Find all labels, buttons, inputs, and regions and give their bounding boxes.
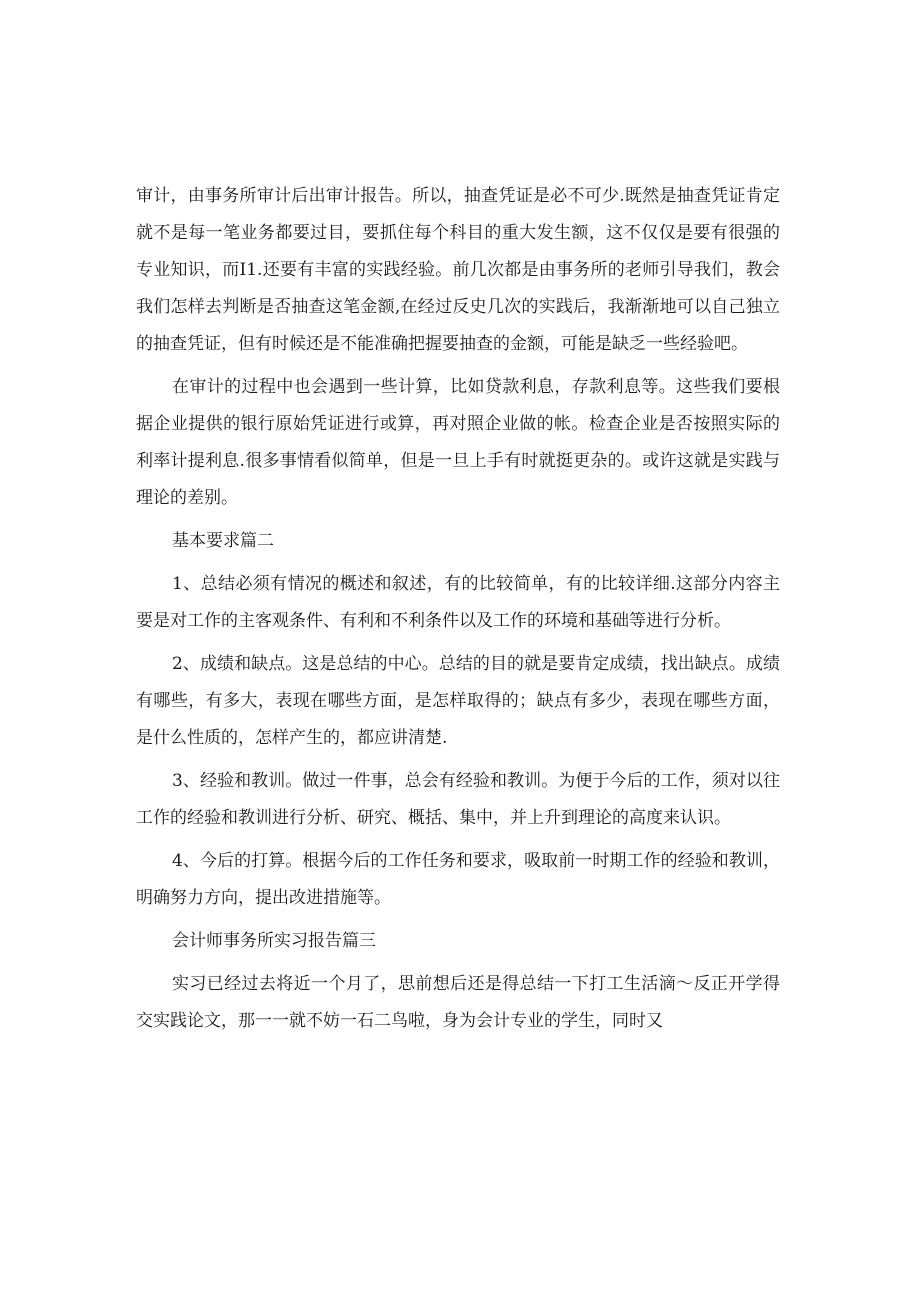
section-heading-internship-report: 会计师事务所实习报告篇三 (172, 931, 376, 951)
paragraph-requirement-1: 1、总结必须有情况的概述和叙述，有的比较简单，有的比较详细.这部分内容主要是对工作的主客观条件、有利和不利条件以及工作的环境和基础等进行分析。 (136, 574, 780, 631)
document-body (136, 178, 780, 1046)
paragraph-internship-intro: 实习已经过去将近一个月了，思前想后还是得总结一下打工生活滴～反正开学得交实践论文，那一一就不妨一石二鸟啦，身为会计专业的学生，同时又 (136, 974, 780, 1031)
paragraph-audit-vouchers: 审计，由事务所审计后出审计报告。所以，抽查凭证是必不可少.既然是抽查凭证肯定就不是每一笔业务都要过目，要抓住每个科目的重大发生额，这不仅仅是要有很强的专业知识，而I1.还要有丰富的实践经验。前几次都是由事务所的老师引导我们，教会我们怎样去判断是否抽查这笔金额,在经过反史几次的实践后，我渐渐地可以自己独立的抽查凭证，但有时候还是不能准确把握要抽查的金额，可能是缺乏一些经验吧。 (136, 186, 780, 354)
paragraph-audit-calculations: 在审计的过程中也会遇到一些计算，比如贷款利息，存款利息等。这些我们要根据企业提供的银行原始凭证进行或算，再对照企业做的帐。检查企业是否按照实际的利率计提利息.很多事情看似简单，但是一旦上手有时就挺更杂的。或许这就是实践与理论的差别。 (136, 377, 780, 508)
section-heading-basic-requirements: 基本要求篇二 (172, 531, 274, 551)
paragraph-requirement-3: 3、经验和教训。做过一件事，总会有经验和教训。为便于今后的工作，须对以往工作的经验和教训进行分析、研究、概括、集中，并上升到理论的高度来认识。 (136, 771, 780, 828)
paragraph-requirement-4: 4、今后的打算。根据今后的工作任务和要求，吸取前一时期工作的经验和教训，明确努力方向，提出改进措施等。 (136, 851, 780, 908)
paragraph-requirement-2: 2、成绩和缺点。这是总结的中心。总结的目的就是要肯定成绩，找出缺点。成绩有哪些，有多大，表现在哪些方面，是怎样取得的；缺点有多少，表现在哪些方面，是什么性质的，怎样产生的，都应讲清楚. (136, 654, 780, 748)
